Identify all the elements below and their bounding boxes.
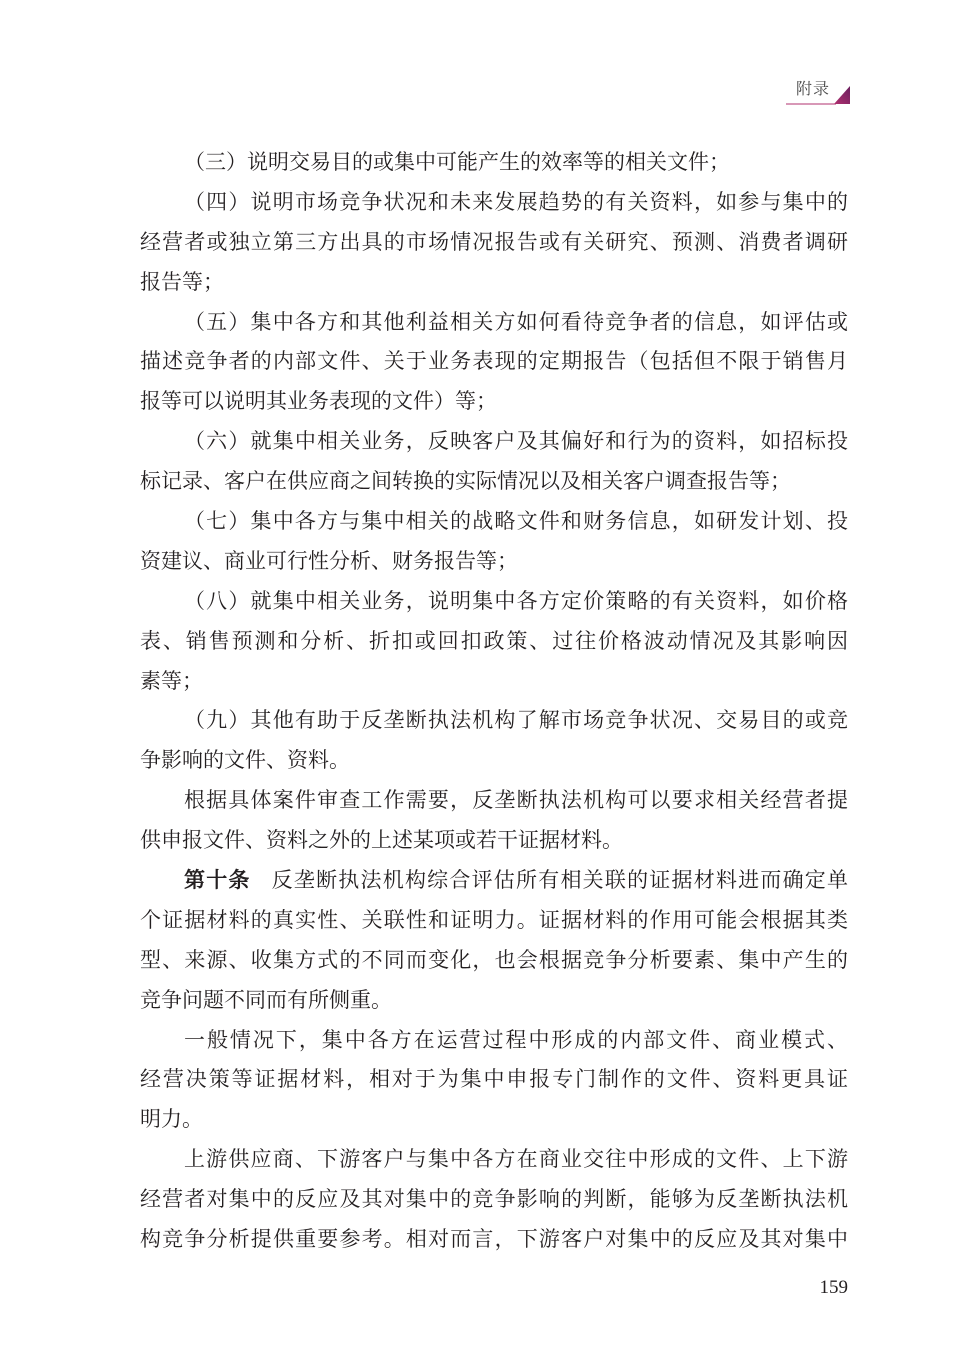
- paragraph: [140, 183, 848, 303]
- paragraph: [140, 582, 848, 702]
- text-line: [140, 861, 848, 901]
- text-line: 争影响的文件、资料。: [140, 748, 350, 773]
- text-line: 个证据材料的真实性、关联性和证明力。证据材料的作用可能会根据其类: [140, 907, 848, 932]
- text-line: （五）集中各方和其他利益相关方如何看待竞争者的信息，如评估或: [184, 309, 848, 334]
- paragraph: [140, 701, 848, 781]
- text-line: 一般情况下，集中各方在运营过程中形成的内部文件、商业模式、: [184, 1027, 848, 1052]
- paragraph: [140, 1021, 848, 1141]
- text-line: 资建议、商业可行性分析、财务报告等；: [140, 548, 518, 573]
- text-line: 上游供应商、下游客户与集中各方在商业交往中形成的文件、上下游: [184, 1147, 848, 1172]
- paragraph: [140, 303, 848, 423]
- text-line: 竞争问题不同而有所侧重。: [140, 987, 392, 1012]
- text-line: 报告等；: [140, 269, 224, 294]
- paragraph: [140, 1140, 848, 1260]
- text-line: （七）集中各方与集中相关的战略文件和财务信息，如研发计划、投: [184, 509, 848, 534]
- text-line: 报等可以说明其业务表现的文件）等；: [140, 389, 497, 414]
- body-text: [140, 143, 848, 1260]
- text-line: 标记录、客户在供应商之间转换的实际情况以及相关客户调查报告等；: [140, 469, 791, 494]
- header-triangle-icon: [834, 86, 850, 104]
- text-line: 明力。: [140, 1107, 203, 1132]
- paragraph: [140, 781, 848, 861]
- text-line: 供申报文件、资料之外的上述某项或若干证据材料。: [140, 828, 623, 853]
- paragraph: [140, 422, 848, 502]
- paragraph: [140, 143, 848, 183]
- text-line: 构竞争分析提供重要参考。相对而言，下游客户对集中的反应及其对集中: [140, 1227, 848, 1252]
- page-number: 159: [819, 1277, 848, 1298]
- text-line: （六）就集中相关业务，反映客户及其偏好和行为的资料，如招标投: [184, 429, 848, 454]
- article-number: 第十条: [184, 868, 251, 893]
- text-line: 经营决策等证据材料，相对于为集中申报专门制作的文件、资料更具证: [140, 1067, 848, 1092]
- text-line: 经营者对集中的反应及其对集中的竞争影响的判断，能够为反垄断执法机: [140, 1187, 848, 1212]
- paragraph: [140, 502, 848, 582]
- text-line: 素等；: [140, 668, 203, 693]
- text-line: （九）其他有助于反垄断执法机构了解市场竞争状况、交易目的或竞: [184, 708, 848, 733]
- text-line: （三）说明交易目的或集中可能产生的效率等的相关文件；: [184, 150, 730, 174]
- section-label: 附录: [796, 79, 831, 98]
- text-line: （八）就集中相关业务，说明集中各方定价策略的有关资料，如价格: [184, 588, 848, 613]
- text-line: 型、来源、收集方式的不同而变化，也会根据竞争分析要素、集中产生的: [140, 947, 848, 972]
- line-text: 反垄断执法机构综合评估所有相关联的证据材料进而确定单: [271, 868, 849, 893]
- text-line: 描述竞争者的内部文件、关于业务表现的定期报告（包括但不限于销售月: [140, 349, 848, 374]
- text-line: （四）说明市场竞争状况和未来发展趋势的有关资料，如参与集中的: [184, 189, 848, 214]
- article-paragraph: [140, 861, 848, 1021]
- text-line: 根据具体案件审查工作需要，反垄断执法机构可以要求相关经营者提: [184, 788, 848, 813]
- header-ornament: [782, 82, 852, 106]
- text-line: 表、销售预测和分析、折扣或回扣政策、过往价格波动情况及其影响因: [140, 628, 848, 653]
- text-line: 经营者或独立第三方出具的市场情况报告或有关研究、预测、消费者调研: [140, 229, 848, 254]
